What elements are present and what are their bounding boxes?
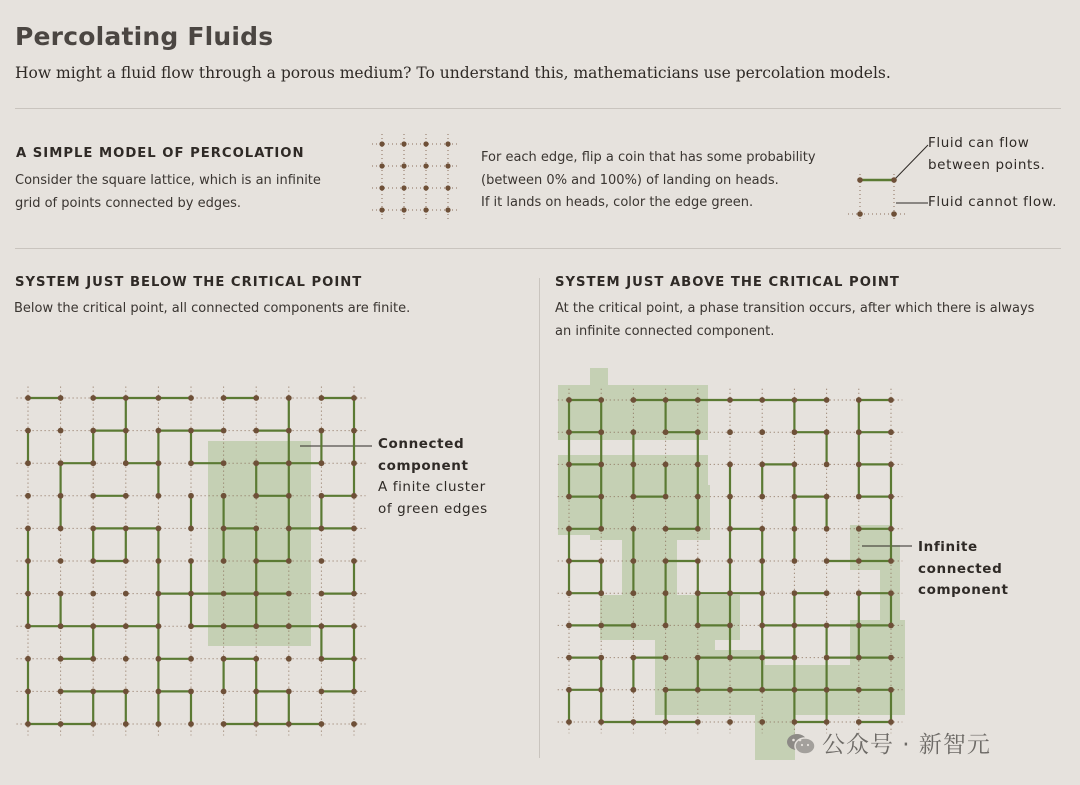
model-desc-line: grid of points connected by edges. <box>15 195 242 211</box>
lattice-node <box>792 590 798 596</box>
lattice-node <box>888 590 894 596</box>
lattice-node <box>792 655 798 661</box>
lattice-node <box>759 397 765 403</box>
lattice-node <box>792 429 798 435</box>
lattice-node <box>824 687 830 693</box>
lattice-node <box>566 687 572 693</box>
lattice-node <box>792 462 798 468</box>
lattice-node <box>888 494 894 500</box>
model-heading: A SIMPLE MODEL OF PERCOLATION <box>16 146 305 161</box>
lattice-node <box>824 719 830 725</box>
coin-desc-line: (between 0% and 100%) of landing on heads. <box>481 172 779 188</box>
lattice-node <box>566 655 572 661</box>
lattice-node <box>695 590 701 596</box>
lattice-node <box>856 494 862 500</box>
lattice-node <box>824 494 830 500</box>
lattice-node <box>598 397 604 403</box>
legend-flow-line: Fluid can flow <box>928 135 1030 151</box>
legend-noflow-label: Fluid cannot flow. <box>928 194 1057 210</box>
lattice-node <box>695 526 701 532</box>
lattice-node <box>663 719 669 725</box>
lattice-node <box>695 719 701 725</box>
lattice-node <box>663 429 669 435</box>
lattice-node <box>631 429 637 435</box>
lattice-node <box>759 558 765 564</box>
lattice-node <box>727 655 733 661</box>
lattice-node <box>888 462 894 468</box>
above-desc-line: an infinite connected component. <box>555 323 775 339</box>
infinite-component-label <box>918 537 1009 602</box>
lattice-node <box>566 558 572 564</box>
lattice-node <box>727 462 733 468</box>
component-highlight <box>590 485 710 540</box>
lattice-node <box>888 719 894 725</box>
lattice-node <box>566 590 572 596</box>
lattice-node <box>759 590 765 596</box>
lattice-node <box>792 623 798 629</box>
lattice-node <box>792 397 798 403</box>
lattice-node <box>663 397 669 403</box>
coin-desc-line: For each edge, flip a coin that has some probability <box>481 150 816 165</box>
lattice-node <box>566 397 572 403</box>
lattice-node <box>727 526 733 532</box>
lattice-node <box>727 719 733 725</box>
lattice-node <box>663 687 669 693</box>
lattice-node <box>663 655 669 661</box>
lattice-node <box>824 558 830 564</box>
lattice-node <box>888 558 894 564</box>
lattice-node <box>824 623 830 629</box>
lattice-node <box>631 462 637 468</box>
lattice-node <box>759 687 765 693</box>
lattice-node <box>759 655 765 661</box>
lattice-node <box>856 719 862 725</box>
connected-component-label <box>378 434 488 520</box>
label-bold-line: component <box>378 457 469 474</box>
label-bold-line: Infinite <box>918 539 978 555</box>
lattice-node <box>888 526 894 532</box>
lattice-node <box>598 687 604 693</box>
lattice-node <box>631 494 637 500</box>
lattice-node <box>792 494 798 500</box>
lattice-node <box>663 462 669 468</box>
lattice-node <box>598 590 604 596</box>
lattice-node <box>663 623 669 629</box>
lattice-node <box>727 558 733 564</box>
lattice-node <box>792 558 798 564</box>
lattice-node <box>792 526 798 532</box>
lattice-node <box>856 623 862 629</box>
lattice-node <box>888 623 894 629</box>
lattice-node <box>856 526 862 532</box>
lattice-node <box>695 397 701 403</box>
lattice-node <box>598 558 604 564</box>
lattice-node <box>856 655 862 661</box>
lattice-node <box>663 526 669 532</box>
lattice-node <box>598 429 604 435</box>
lattice-node <box>727 687 733 693</box>
lattice-node <box>888 687 894 693</box>
lattice-node <box>888 655 894 661</box>
wechat-icon <box>786 733 816 755</box>
legend-flow-line: between points. <box>928 156 1046 173</box>
lattice-node <box>759 429 765 435</box>
below-description: Below the critical point, all connected components are finite. <box>14 301 411 316</box>
lattice-node <box>598 623 604 629</box>
lattice-node <box>566 719 572 725</box>
lattice-node <box>792 719 798 725</box>
lattice-node <box>727 590 733 596</box>
lattice-node <box>888 429 894 435</box>
lattice-node <box>695 429 701 435</box>
lattice-node <box>824 429 830 435</box>
lattice-node <box>727 397 733 403</box>
lattice-node <box>759 526 765 532</box>
watermark <box>786 726 991 759</box>
lattice-node <box>759 719 765 725</box>
lattice-node <box>695 687 701 693</box>
lattice-node <box>695 655 701 661</box>
lattice-node <box>566 623 572 629</box>
lattice-node <box>856 687 862 693</box>
lattice-node <box>824 397 830 403</box>
lattice-node <box>727 429 733 435</box>
lattice-node <box>856 558 862 564</box>
model-desc-line: Consider the square lattice, which is an infinite <box>15 173 321 188</box>
coin-desc-line: If it lands on heads, color the edge green. <box>481 195 754 210</box>
lattice-node <box>824 655 830 661</box>
lattice-node <box>695 623 701 629</box>
lattice-node <box>663 590 669 596</box>
label-line: of green edges <box>378 500 488 517</box>
watermark-text: 公众号 · 新智元 <box>822 732 991 758</box>
lattice-node <box>792 687 798 693</box>
lattice-node <box>598 462 604 468</box>
lattice-node <box>566 494 572 500</box>
page-subtitle: How might a fluid flow through a porous medium? To understand this, mathematicians use percolation models. <box>15 64 891 82</box>
lattice-node <box>566 429 572 435</box>
component-highlight <box>715 650 765 675</box>
lattice-node <box>631 719 637 725</box>
lattice-node <box>695 558 701 564</box>
lattice-node <box>631 590 637 596</box>
lattice-node <box>856 429 862 435</box>
lattice-node <box>566 462 572 468</box>
lattice-node <box>759 623 765 629</box>
label-bold-line: connected <box>918 560 1003 577</box>
label-line: A finite cluster <box>378 479 486 495</box>
lattice-node <box>888 397 894 403</box>
lattice-node <box>598 526 604 532</box>
lattice-node <box>566 526 572 532</box>
lattice-node <box>856 462 862 468</box>
lattice-node <box>856 590 862 596</box>
lattice-node <box>631 687 637 693</box>
lattice-node <box>856 397 862 403</box>
lattice-node <box>759 462 765 468</box>
lattice-node <box>727 623 733 629</box>
lattice-node <box>631 623 637 629</box>
label-bold-line: component <box>918 582 1009 598</box>
lattice-node <box>824 590 830 596</box>
label-bold-line: Connected <box>378 436 465 452</box>
lattice-node <box>695 462 701 468</box>
lattice-node <box>631 397 637 403</box>
lattice-node <box>631 526 637 532</box>
lattice-node <box>663 558 669 564</box>
lattice-node <box>631 655 637 661</box>
lattice-node <box>663 494 669 500</box>
lattice-node <box>631 558 637 564</box>
below-heading: SYSTEM JUST BELOW THE CRITICAL POINT <box>15 275 363 290</box>
lattice-node <box>598 494 604 500</box>
above-heading: SYSTEM JUST ABOVE THE CRITICAL POINT <box>555 275 900 290</box>
lattice-node <box>824 526 830 532</box>
lattice-node <box>727 494 733 500</box>
lattice-node <box>598 655 604 661</box>
lattice-node <box>824 462 830 468</box>
lattice-node <box>759 494 765 500</box>
lattice-node <box>598 719 604 725</box>
page-title: Percolating Fluids <box>15 22 274 51</box>
lattice-node <box>695 494 701 500</box>
above-desc-line: At the critical point, a phase transition occurs, after which there is always <box>555 301 1035 316</box>
